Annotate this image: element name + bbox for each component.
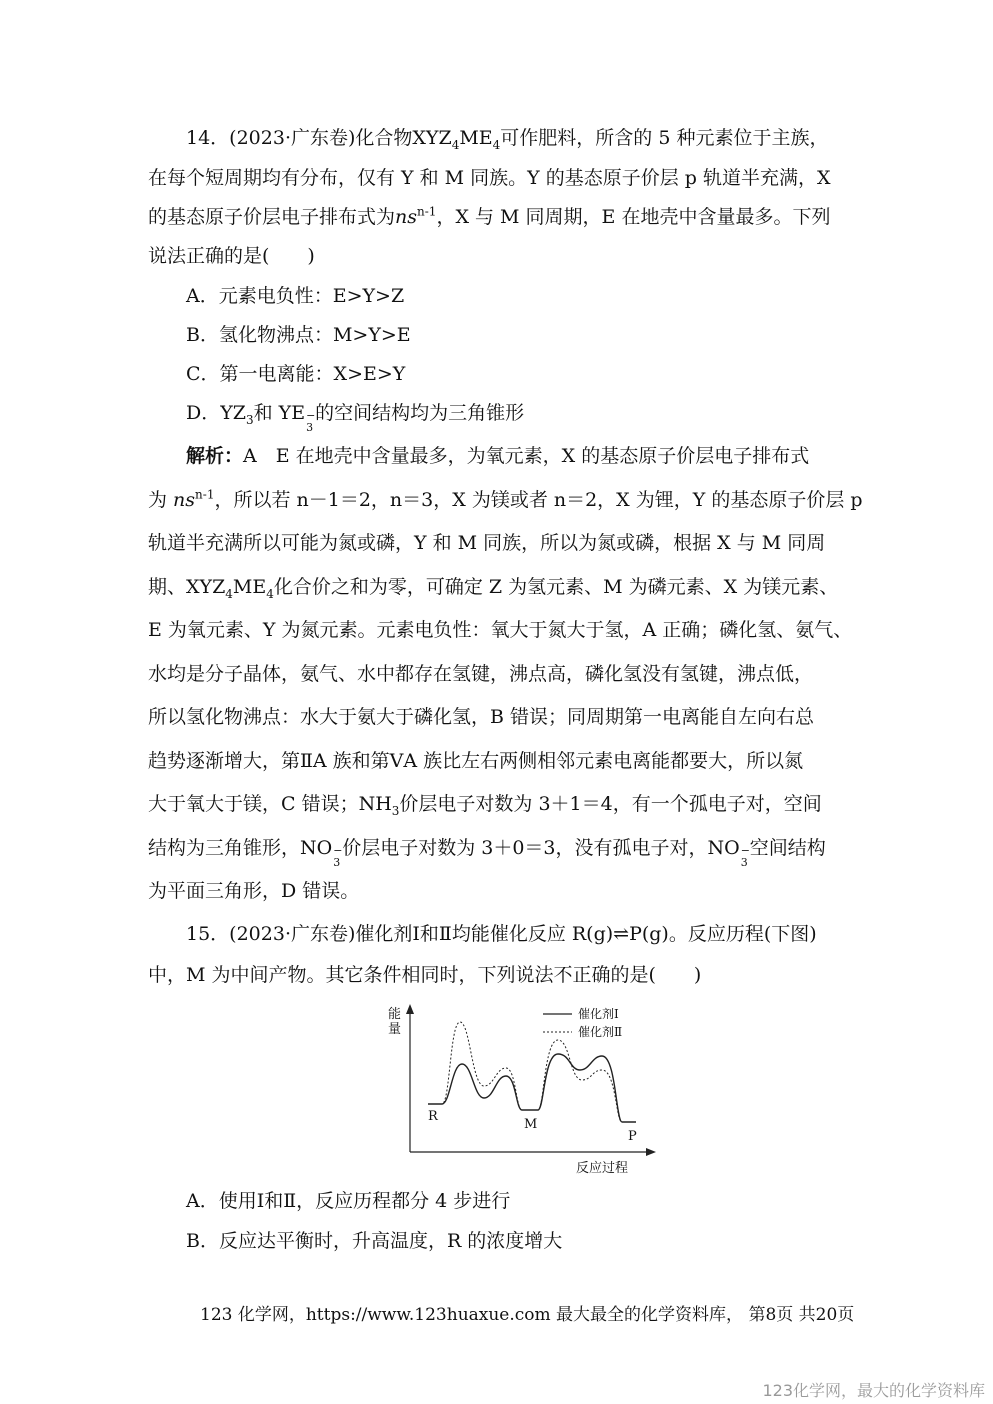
label-r: R — [428, 1109, 438, 1124]
catalyst-1-curve — [428, 1054, 636, 1122]
q14-option-c: C．第一电离能：X>E>Y — [186, 363, 406, 385]
analysis-line-10: 结构为三角锥形，NO − 3 价层电子对数为 3＋0＝3，没有孤电子对，NO − 3 空间结构 — [148, 837, 826, 869]
q14-line-4: 说法正确的是( ) — [148, 245, 315, 267]
q15-line-2: 中，M 为中间产物。其它条件相同时，下列说法不正确的是( ) — [148, 964, 702, 986]
x-axis-label: 反应过程 — [576, 1161, 629, 1176]
analysis-line-4: 期、$XYZ_4ME_4$化合价之和为零，可确定 Z 为氢元素、M 为磷元素、X 为镁元素、 — [148, 576, 839, 601]
analysis-line-9: 大于氧大于镁，C 错误；$NH_3$价层电子对数为 3＋1＝4，有一个孤电子对，空间 — [148, 793, 822, 818]
q15-option-a: A．使用Ⅰ和Ⅱ，反应历程都分 4 步进行 — [186, 1190, 511, 1212]
analysis-line-2: 为 $ns^{n-1}$，所以若 n－1＝2，n＝3，X 为镁或者 n＝2，X 为锂，Y 的基态原子价层 p — [148, 487, 863, 511]
analysis-label: 解析： — [186, 445, 244, 467]
analysis-line-11: 为平面三角形，D 错误。 — [148, 880, 360, 902]
q14-line-3: 的基态原子价层电子排布式为$ns^{n-1}$，X 与 M 同周期，E 在地壳中含量最多。下列 — [148, 204, 831, 228]
q14-line-2: 在每个短周期均有分布，仅有 Y 和 M 同族。Y 的基态原子价层 p 轨道半充满，X — [148, 167, 831, 189]
x-axis-arrow — [646, 1148, 656, 1156]
analysis-line-1: 解析：A E 在地壳中含量最多，为氧元素，X 的基态原子价层电子排布式 — [186, 445, 810, 467]
analysis-line-3: 轨道半充满所以可能为氮或磷，Y 和 M 同族，所以为氮或磷，根据 X 与 M 同周 — [148, 532, 826, 554]
analysis-line-8: 趋势逐渐增大，第ⅡA 族和第ⅤA 族比左右两侧相邻元素电离能都要大，所以氮 — [148, 750, 804, 772]
y-axis-label: 能量 — [388, 1007, 402, 1037]
q15-option-b: B．反应达平衡时，升高温度，R 的浓度增大 — [186, 1230, 563, 1252]
analysis-line-7: 所以氢化物沸点：水大于氨大于磷化氢，B 错误；同周期第一电离能自左向右总 — [148, 706, 815, 728]
q15-line-1: 15．(2023·广东卷)催化剂Ⅰ和Ⅱ均能催化反应 R(g)⇌P(g)。反应历程(下图) — [186, 923, 817, 945]
watermark: 123化学网，最大的化学资料库 — [762, 1381, 985, 1400]
page-footer: 123 化学网，https://www.123huaxue.com 最大最全的化学资料库， 第8页 共20页 — [200, 1305, 855, 1325]
q14-option-a: A．元素电负性：E>Y>Z — [186, 285, 405, 307]
analysis-line-6: 水均是分子晶体，氨气、水中都存在氢键，沸点高，磷化氢没有氢键，沸点低， — [148, 663, 814, 685]
q14-option-b: B．氢化物沸点：M>Y>E — [186, 324, 411, 346]
y-axis-arrow — [406, 1004, 414, 1014]
legend-label-1: 催化剂Ⅰ — [578, 1007, 619, 1021]
label-p: P — [628, 1129, 637, 1144]
q14-option-d: D．$YZ_3$和 YE − 3 的空间结构均为三角锥形 — [186, 402, 525, 434]
analysis-line-5: E 为氧元素、Y 为氮元素。元素电负性：氧大于氮大于氢，A 正确；磷化氢、氨气、 — [148, 619, 853, 641]
label-m: M — [524, 1117, 538, 1132]
q14-line-1: 14．(2023·广东卷)化合物$XYZ_4ME_4$可作肥料，所含的 5 种元素位于主族， — [186, 127, 829, 152]
energy-profile-figure — [380, 1000, 670, 1180]
legend-label-2: 催化剂Ⅱ — [578, 1025, 623, 1039]
